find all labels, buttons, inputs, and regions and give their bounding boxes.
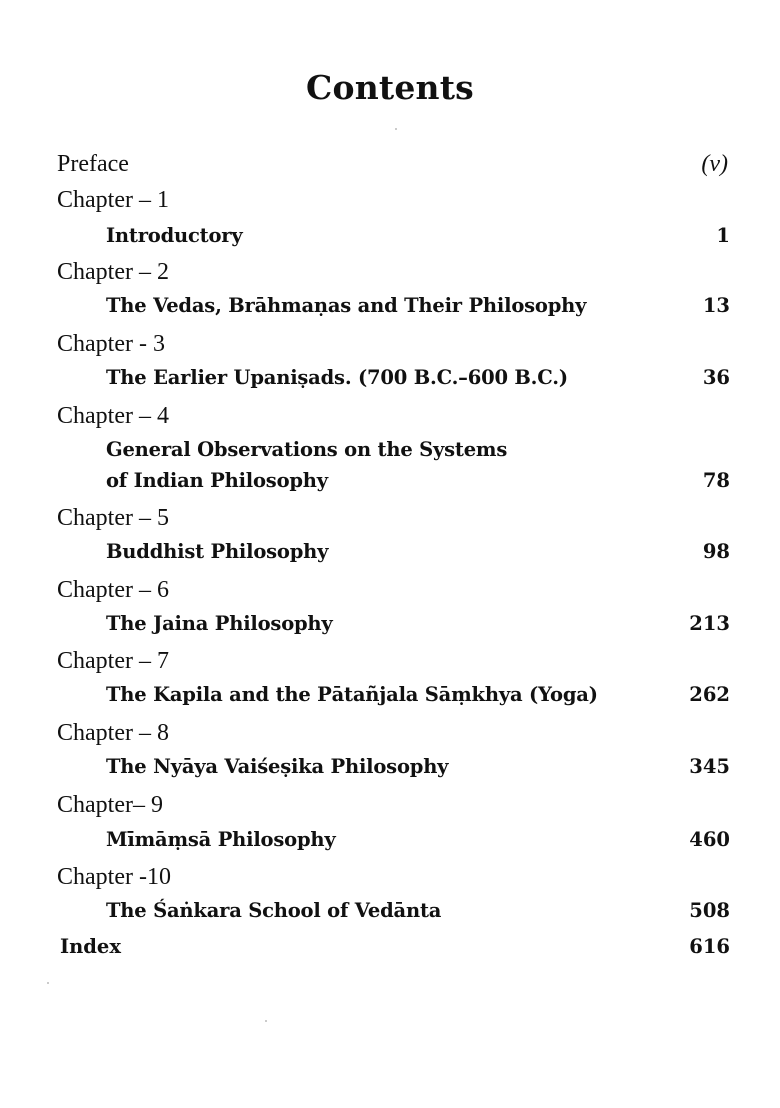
toc-entry-chapter-2[interactable]: [0, 294, 780, 328]
chapter-page-number: 508: [689, 899, 730, 922]
toc-entry-chapter-4-line-1[interactable]: [0, 438, 780, 472]
chapter-title-continued: of Indian Philosophy: [106, 469, 328, 492]
chapter-label: Chapter – 6: [57, 577, 169, 603]
chapter-title: The Earlier Upaniṣads. (700 B.C.–600 B.C.): [106, 366, 568, 389]
chapter-page-number: 262: [689, 683, 730, 706]
chapter-title: Mīmāṃsā Philosophy: [106, 828, 336, 851]
chapter-page-number: 345: [689, 755, 730, 778]
chapter-title: Introductory: [106, 224, 243, 247]
chapter-heading: [0, 720, 780, 754]
chapter-label: Chapter – 4: [57, 403, 169, 429]
toc-entry-chapter-9[interactable]: [0, 828, 780, 862]
toc-entry-chapter-3[interactable]: [0, 366, 780, 400]
chapter-heading: [0, 648, 780, 682]
chapter-label: Chapter – 7: [57, 648, 169, 674]
chapter-heading: [0, 792, 780, 826]
toc-entry-chapter-4-line-2[interactable]: [0, 469, 780, 503]
chapter-title: General Observations on the Systems: [106, 438, 508, 461]
chapter-page-number: 1: [716, 224, 730, 247]
chapter-label: Chapter – 2: [57, 259, 169, 285]
toc-entry-chapter-8[interactable]: [0, 755, 780, 789]
scan-speck: [265, 1020, 267, 1022]
chapter-heading: [0, 259, 780, 293]
chapter-title: Buddhist Philosophy: [106, 540, 329, 563]
chapter-title: The Nyāya Vaiśeṣika Philosophy: [106, 755, 449, 778]
chapter-heading: [0, 505, 780, 539]
chapter-label: Chapter – 1: [57, 187, 169, 213]
chapter-heading: [0, 577, 780, 611]
chapter-label: Chapter – 8: [57, 720, 169, 746]
chapter-page-number: 78: [702, 469, 730, 492]
chapter-label: Chapter -10: [57, 864, 171, 890]
chapter-title: The Kapila and the Pātañjala Sāṃkhya (Yoga): [106, 683, 598, 706]
index-page-number: 616: [689, 935, 730, 958]
page-title: Contents: [306, 68, 474, 107]
toc-entry-preface[interactable]: [0, 151, 780, 185]
chapter-label: Chapter – 5: [57, 505, 169, 531]
chapter-title: The Vedas, Brāhmaṇas and Their Philosophy: [106, 294, 587, 317]
preface-page-number: (v): [701, 151, 728, 177]
toc-entry-chapter-7[interactable]: [0, 683, 780, 717]
toc-entry-chapter-6[interactable]: [0, 612, 780, 646]
chapter-heading: [0, 187, 780, 221]
chapter-title: The Jaina Philosophy: [106, 612, 333, 635]
chapter-title: The Śaṅkara School of Vedānta: [106, 899, 442, 922]
toc-entry-chapter-1[interactable]: [0, 224, 780, 258]
toc-entry-chapter-10[interactable]: [0, 899, 780, 933]
index-label: Index: [60, 935, 121, 958]
chapter-heading: [0, 864, 780, 898]
chapter-label: Chapter– 9: [57, 792, 163, 818]
chapter-page-number: 98: [702, 540, 730, 563]
chapter-heading: [0, 331, 780, 365]
chapter-page-number: 36: [702, 366, 730, 389]
chapter-page-number: 13: [702, 294, 730, 317]
preface-label: Preface: [57, 151, 129, 177]
toc-entry-chapter-5[interactable]: [0, 540, 780, 574]
chapter-page-number: 460: [689, 828, 730, 851]
scan-speck: [47, 982, 49, 984]
chapter-label: Chapter - 3: [57, 331, 165, 357]
scan-speck: [395, 128, 397, 130]
chapter-heading: [0, 403, 780, 437]
toc-entry-index[interactable]: [0, 935, 780, 969]
chapter-page-number: 213: [689, 612, 730, 635]
